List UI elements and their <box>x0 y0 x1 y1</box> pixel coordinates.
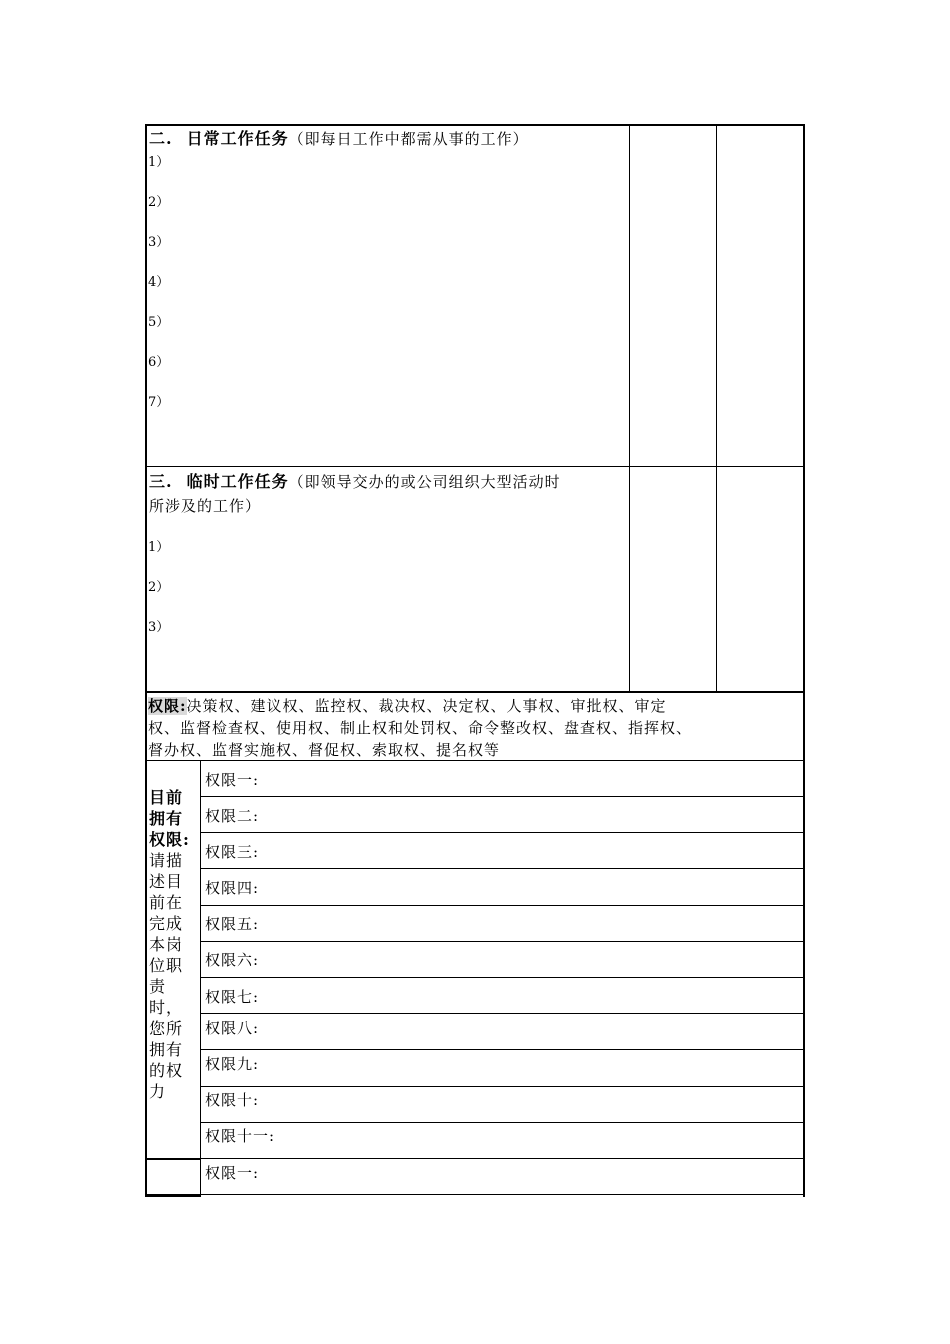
section2-title: 日常工作任务 <box>186 129 289 148</box>
authority-row[interactable]: 权限八: <box>205 1019 260 1037</box>
section2-note: （即每日工作中都需从事的工作） <box>288 130 529 148</box>
authority-row[interactable]: 权限一: <box>205 771 260 789</box>
authority-row[interactable]: 权限二: <box>205 807 260 825</box>
section3-number: 三. <box>149 472 173 491</box>
authority-row[interactable]: 权限十一: <box>205 1127 276 1145</box>
current-authority-desc: 请描述目前在完成本岗位职责时，您所拥有的权力 <box>149 851 184 1101</box>
authority-row[interactable]: 权限九: <box>205 1055 260 1073</box>
section2-heading <box>149 130 529 148</box>
section3-item[interactable]: 1） <box>148 540 170 555</box>
section2-item[interactable]: 1） <box>148 155 170 170</box>
authority-row[interactable]: 权限五: <box>205 915 260 933</box>
section2-item[interactable]: 5） <box>148 315 170 330</box>
section2-item[interactable]: 4） <box>148 275 170 290</box>
section2-item[interactable]: 7） <box>148 395 170 410</box>
authority-text-1: 决策权、建议权、监控权、裁决权、决定权、人事权、审批权、审定 <box>186 697 667 715</box>
authority-line2: 权、监督检查权、使用权、制止权和处罚权、命令整改权、盘查权、指挥权、 <box>148 719 693 737</box>
authority-row[interactable]: 权限十: <box>205 1091 260 1109</box>
section3-heading <box>149 473 561 491</box>
authority-row[interactable]: 权限四: <box>205 879 260 897</box>
authority-label: 权限: <box>148 697 187 715</box>
section2-item[interactable]: 6） <box>148 355 170 370</box>
authority-line3: 督办权、监督实施权、督促权、索取权、提名权等 <box>148 741 501 759</box>
section3-note-line2: 所涉及的工作） <box>149 497 262 515</box>
authority-row[interactable]: 权限六: <box>205 951 260 969</box>
current-authority-label <box>149 787 191 1102</box>
section2-item[interactable]: 3） <box>148 235 170 250</box>
section2-item[interactable]: 2） <box>148 195 170 210</box>
section3-item[interactable]: 2） <box>148 580 170 595</box>
section3-item[interactable]: 3） <box>148 620 170 635</box>
authority-row[interactable]: 权限三: <box>205 843 260 861</box>
section3-note-line1: （即领导交办的或公司组织大型活动时 <box>288 473 561 491</box>
authority-row[interactable]: 权限一: <box>205 1164 260 1182</box>
current-authority-title: 目前拥有权限: <box>149 788 190 849</box>
section2-number: 二. <box>149 129 173 148</box>
section3-title: 临时工作任务 <box>186 472 289 491</box>
authority-line1 <box>148 697 667 715</box>
authority-row[interactable]: 权限七: <box>205 988 260 1006</box>
